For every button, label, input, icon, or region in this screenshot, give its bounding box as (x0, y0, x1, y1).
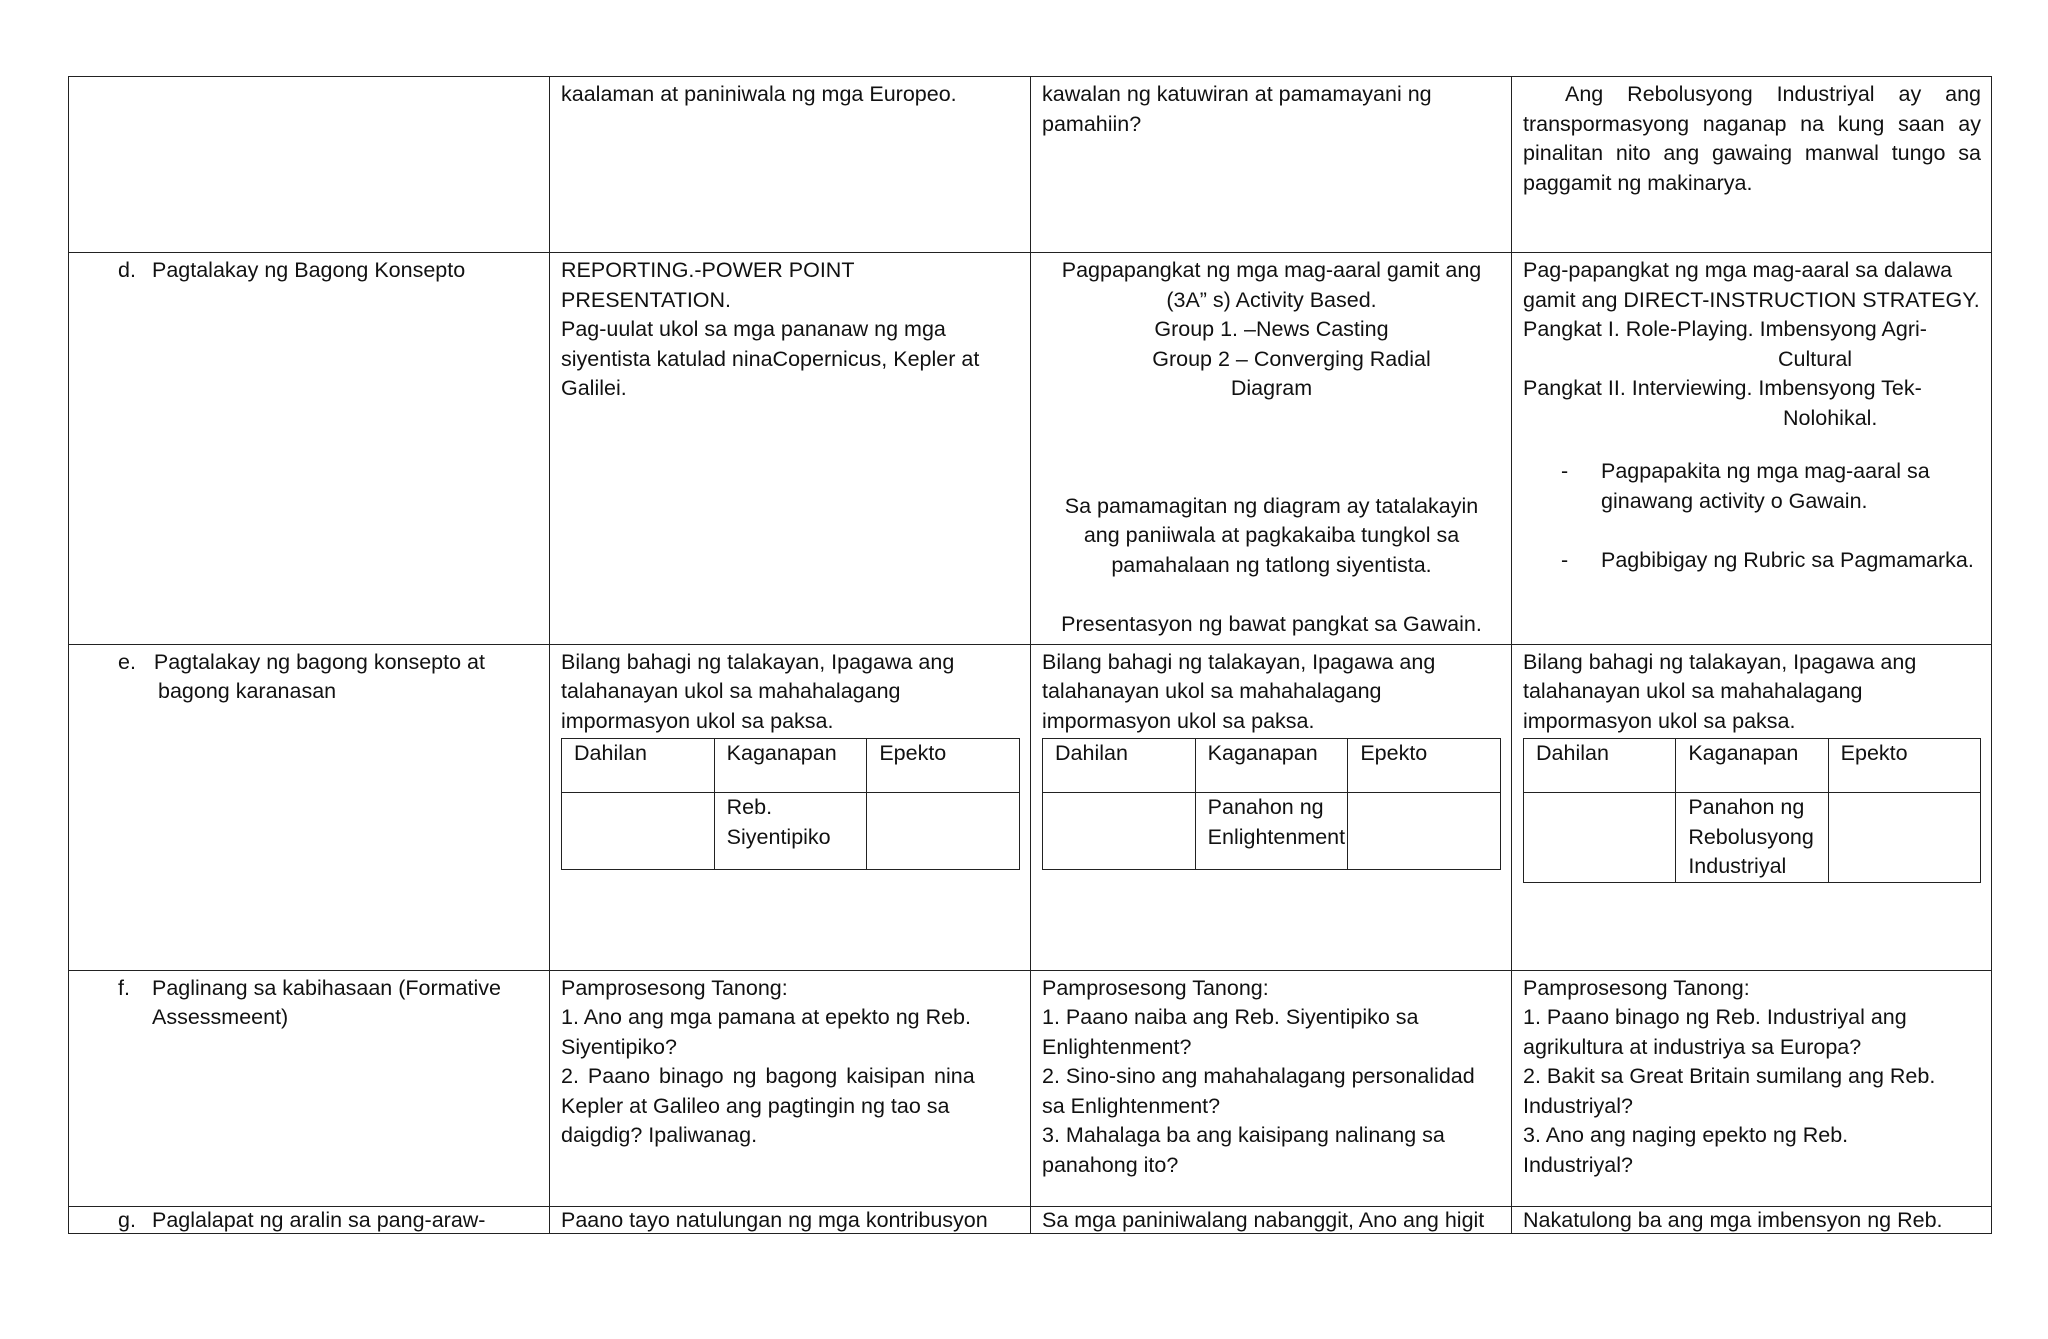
row3-label-cell (69, 644, 550, 970)
row3-col4-cell (1512, 644, 1992, 970)
row4-col3-cell (1031, 970, 1512, 1206)
cause-effect-table-industrial (1523, 738, 1981, 883)
question-line: sa Enlightenment? (1042, 1093, 1221, 1118)
header-epekto: Epekto (1348, 739, 1501, 793)
row2-col4-cell (1512, 253, 1992, 645)
question-line: 3. Mahalaga ba ang kaisipang nalinang sa (1042, 1123, 1445, 1147)
row2-col2-cell (550, 253, 1031, 645)
row1-col3-line1: kawalan ng katuwiran at pamamayani ng (1042, 82, 1432, 106)
row2-col3-line: Group 2 – Converging Radial (1152, 346, 1431, 371)
row2-col3-spacer (1042, 404, 1501, 492)
cause-effect-table-enlightenment (1042, 738, 1501, 870)
table-row (69, 77, 1992, 253)
cell-epekto (1828, 793, 1980, 883)
row5-label-cell (69, 1206, 550, 1233)
event-line: Enlightenment (1207, 824, 1346, 849)
row2-label-cell (69, 253, 550, 645)
row3-label-line1 (118, 648, 539, 678)
row2-col3-line: Presentasyon ng bawat pangkat sa Gawain. (1061, 612, 1482, 636)
question-line: Industriyal? (1523, 1152, 1633, 1177)
event-line: Siyentipiko (726, 824, 831, 849)
cell-kaganapan (1676, 793, 1828, 883)
question-line: 1. Ano ang mga pamana at epekto ng Reb. (561, 1005, 971, 1029)
row3-intro-line: impormasyon ukol sa paksa. (1523, 708, 1796, 733)
list-item (1523, 457, 1981, 516)
row4-label-cell (69, 970, 550, 1206)
header-epekto: Epekto (867, 739, 1020, 793)
question-line: Siyentipiko? (561, 1034, 677, 1059)
row3-intro-line: Bilang bahagi ng talakayan, Ipagawa ang (1523, 649, 1917, 674)
row5-col2-cell: Paano tayo natulungan ng mga kontribusyon (550, 1206, 1031, 1233)
row2-col4-line: Nolohikal. (1783, 405, 1878, 430)
questions-heading: Pamprosesong Tanong: (1042, 975, 1269, 1000)
row2-col2-line: siyentista katulad ninaCopernicus, Kepler at (561, 346, 980, 371)
question-line: panahong ito? (1042, 1152, 1179, 1177)
row2-col4-line: Pangkat I. Role-Playing. Imbensyong Agri- (1523, 317, 1927, 341)
lesson-plan-page (68, 76, 1991, 1234)
bullet-text: Pagpapakita ng mga mag-aaral sa ginawang activity o Gawain. (1601, 459, 1930, 513)
row1-col2-cell (550, 77, 1031, 253)
row3-intro-line: Bilang bahagi ng talakayan, Ipagawa ang (561, 649, 955, 674)
bullet-dash: - (1561, 548, 1569, 572)
row4-letter: f. (118, 975, 130, 1000)
row2-col2-line: Pag-uulat ukol sa mga pananaw ng mga (561, 317, 946, 341)
table-row (69, 644, 1992, 970)
cell-kaganapan (714, 793, 867, 870)
row2-label (80, 256, 539, 286)
row3-intro-line: impormasyon ukol sa paksa. (1042, 708, 1315, 733)
lesson-plan-table (68, 76, 1992, 1234)
row4-col2-cell (550, 970, 1031, 1206)
row2-col3-line: Sa pamamagitan ng diagram ay tatalakayin (1064, 493, 1479, 518)
row5-letter: g. (118, 1207, 136, 1232)
cell-dahilan (562, 793, 715, 870)
question-line: Enlightenment? (1042, 1034, 1192, 1059)
row2-col3-line: ang paniiwala at pagkakaiba tungkol sa (1083, 523, 1460, 547)
header-epekto: Epekto (1828, 739, 1980, 793)
row2-col4-line: Cultural (1778, 346, 1853, 371)
table-row (1043, 793, 1501, 870)
question-line: 2. Sino-sino ang mahahalagang personalidad (1042, 1064, 1475, 1088)
question-line: 2. Paano binago ng bagong kaisipan nina (561, 1064, 975, 1088)
row3-intro-line: talahanayan ukol sa mahahalagang (561, 679, 901, 703)
row3-col3-cell (1031, 644, 1512, 970)
bullet-text: Pagbibigay ng Rubric sa Pagmamarka. (1601, 548, 1974, 572)
row2-col3-line: Group 1. –News Casting (1154, 317, 1389, 341)
header-dahilan: Dahilan (1043, 739, 1196, 793)
row2-col3-line: Pagpapangkat ng mga mag-aaral gamit ang (1061, 258, 1482, 282)
row4-label-text (152, 974, 501, 1033)
row2-col3-line: Diagram (1230, 376, 1313, 400)
event-line: Rebolusyong (1688, 824, 1814, 849)
header-kaganapan: Kaganapan (714, 739, 867, 793)
question-line: 3. Ano ang naging epekto ng Reb. (1523, 1123, 1849, 1147)
row2-col4-line: gamit ang DIRECT-INSTRUCTION STRATEGY. (1523, 287, 1980, 312)
row1-label-cell (69, 77, 550, 253)
row2-col3-line: (3A” s) Activity Based. (1166, 287, 1377, 312)
table-row (1043, 739, 1501, 793)
row3-intro-line: impormasyon ukol sa paksa. (561, 708, 834, 733)
cause-effect-table-scientific (561, 738, 1020, 870)
row1-col3-line2: pamahiin? (1042, 111, 1142, 136)
row5-col4-cell: Nakatulong ba ang mga imbensyon ng Reb. (1512, 1206, 1992, 1233)
row2-letter: d. (118, 258, 136, 282)
header-kaganapan: Kaganapan (1676, 739, 1828, 793)
row4-col4-cell (1512, 970, 1992, 1206)
row1-col4-text: Ang Rebolusyong Industriyal ay ang transpormasyong naganap na kung saan ay pinalitan nito ang gawaing manwal tungo sa paggamit ng makinarya. (1523, 82, 1981, 195)
row3-label-a: Pagtalakay ng bagong konsepto at (153, 649, 485, 674)
questions-heading: Pamprosesong Tanong: (1523, 975, 1750, 1000)
row2-col3-cell (1031, 253, 1512, 645)
question-line: Industriyal? (1523, 1093, 1633, 1118)
table-row (69, 253, 1992, 645)
question-line: daigdig? Ipaliwanag. (561, 1123, 758, 1147)
cell-kaganapan (1195, 793, 1348, 870)
list-item (1523, 546, 1981, 576)
question-line: 1. Paano naiba ang Reb. Siyentipiko sa (1042, 1005, 1419, 1029)
row3-label (80, 648, 539, 707)
questions-heading: Pamprosesong Tanong: (561, 975, 788, 1000)
event-line: Industriyal (1688, 854, 1787, 878)
table-row (69, 1206, 1992, 1233)
row1-col2-text: kaalaman at paniniwala ng mga Europeo. (561, 82, 957, 106)
row3-intro-line: talahanayan ukol sa mahahalagang (1523, 679, 1863, 703)
row2-col4-bullets (1523, 457, 1981, 576)
row2-col4-line: Pag-papangkat ng mga mag-aaral sa dalawa (1523, 258, 1953, 282)
event-line: Panahon ng (1207, 795, 1324, 819)
row4-label-line: Assessmeent) (152, 1005, 289, 1029)
row3-letter: e. (118, 649, 136, 674)
row2-col3-line: pamahalaan ng tatlong siyentista. (1111, 552, 1432, 577)
cell-dahilan (1524, 793, 1676, 883)
question-line: 1. Paano binago ng Reb. Industriyal ang (1523, 1005, 1907, 1029)
header-dahilan: Dahilan (1524, 739, 1676, 793)
event-line: Reb. (726, 795, 773, 819)
row2-col3-spacer (1042, 580, 1501, 610)
cell-dahilan (1043, 793, 1196, 870)
row4-label (80, 974, 539, 1033)
cell-epekto (1348, 793, 1501, 870)
table-row (69, 970, 1992, 1206)
cell-epekto (867, 793, 1020, 870)
row2-col2-line: Galilei. (561, 376, 627, 400)
row5-label (80, 1207, 539, 1233)
question-line: agrikultura at industriya sa Europa? (1523, 1034, 1862, 1059)
row3-label-b: bagong karanasan (158, 679, 337, 703)
row5-label-text: Paglalapat ng aralin sa pang-araw- (152, 1207, 486, 1232)
row5-col3-cell: Sa mga paniniwalang nabanggit, Ano ang higit (1031, 1206, 1512, 1233)
row3-col2-cell (550, 644, 1031, 970)
table-row (562, 793, 1020, 870)
table-row (1524, 793, 1981, 883)
row1-col4-cell (1512, 77, 1992, 253)
table-row (562, 739, 1020, 793)
header-dahilan: Dahilan (562, 739, 715, 793)
table-row (1524, 739, 1981, 793)
bullet-dash: - (1561, 459, 1569, 483)
question-line: 2. Bakit sa Great Britain sumilang ang Reb. (1523, 1064, 1936, 1088)
event-line: Panahon ng (1688, 795, 1805, 819)
row3-intro-line: Bilang bahagi ng talakayan, Ipagawa ang (1042, 649, 1436, 674)
row2-label-text: Pagtalakay ng Bagong Konsepto (152, 258, 466, 282)
row4-label-line: Paglinang sa kabihasaan (Formative (152, 975, 501, 1000)
question-line: Kepler at Galileo ang pagtingin ng tao sa (561, 1093, 950, 1118)
row2-col4-line: Pangkat II. Interviewing. Imbensyong Tek- (1523, 376, 1922, 400)
row2-col2-line: REPORTING.-POWER POINT PRESENTATION. (561, 258, 855, 312)
row3-intro-line: talahanayan ukol sa mahahalagang (1042, 679, 1382, 703)
row1-col3-cell (1031, 77, 1512, 253)
header-kaganapan: Kaganapan (1195, 739, 1348, 793)
